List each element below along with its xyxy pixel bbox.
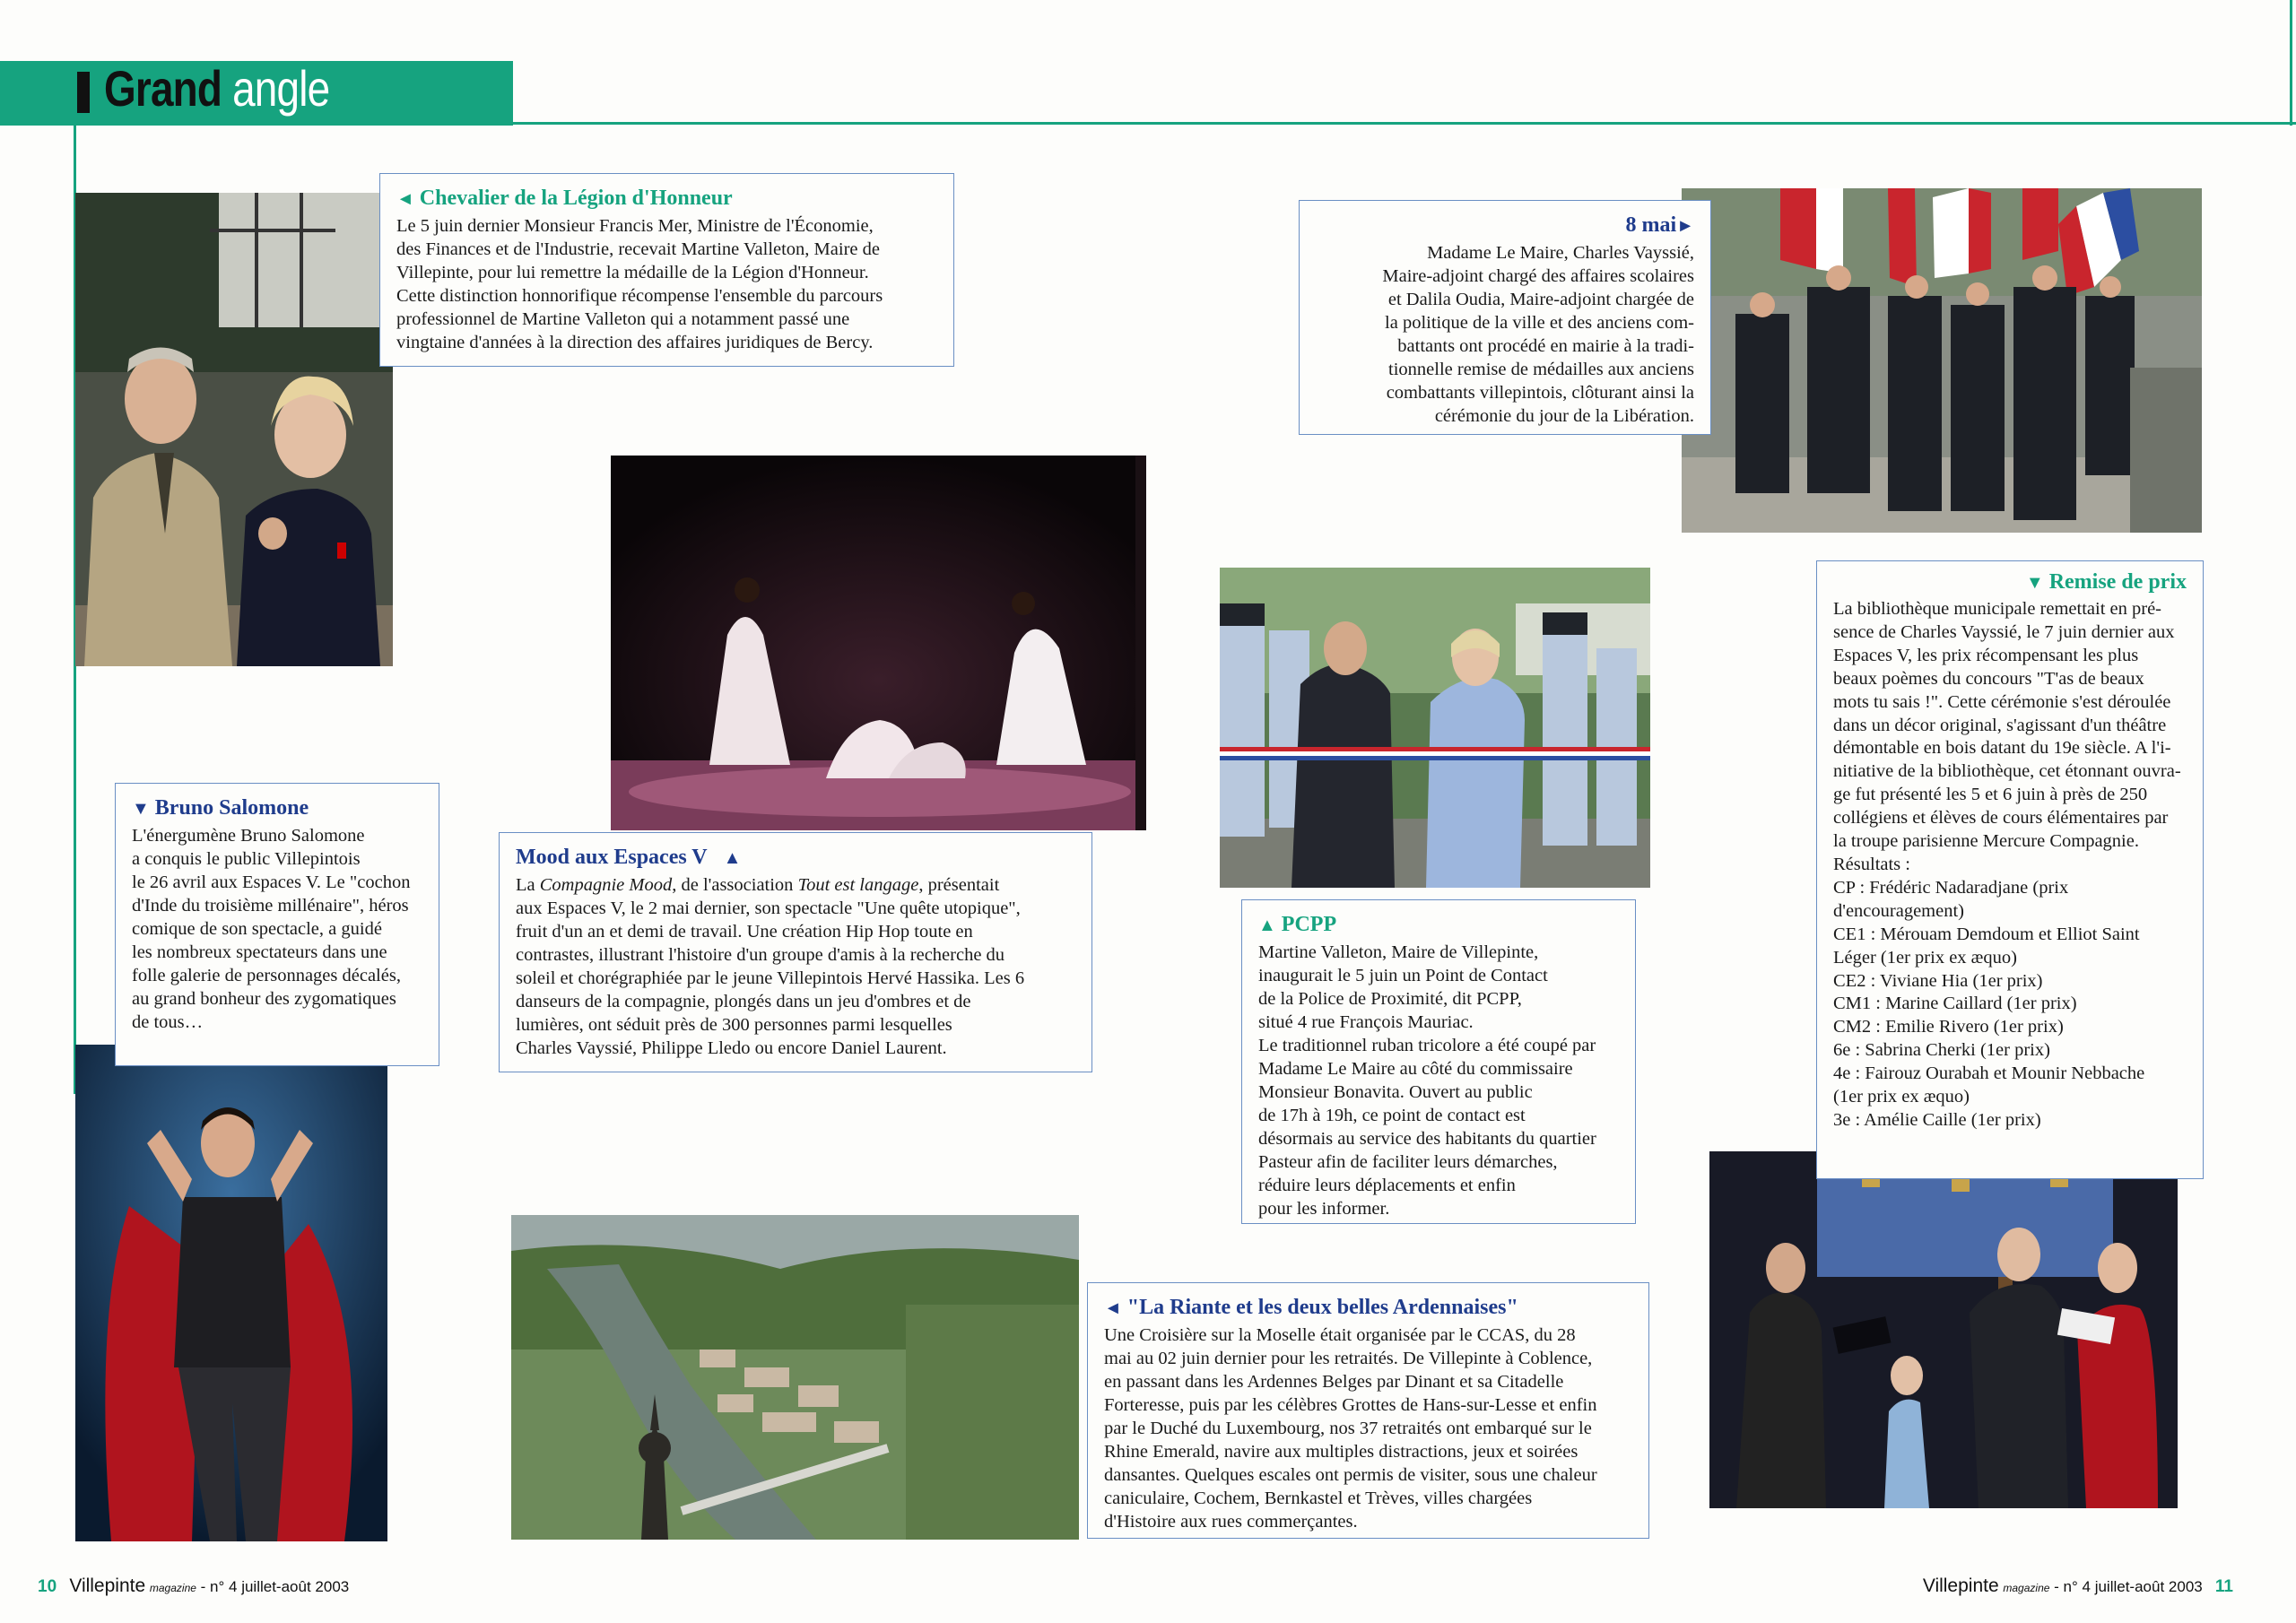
text-line: Rhine Emerald, navire aux multiples distractions, jeux et soirées bbox=[1104, 1442, 1578, 1462]
top-rule bbox=[513, 122, 2296, 125]
text-line: Monsieur Bonavita. Ouvert au public bbox=[1258, 1082, 1533, 1102]
section-title bbox=[104, 59, 329, 117]
text-line: combattants villepintois, clôturant ainsi la bbox=[1386, 383, 1694, 403]
text-run: , de l'association bbox=[672, 875, 798, 895]
section-title-light: angle bbox=[232, 60, 330, 117]
article-riante-ardennaises bbox=[1087, 1282, 1649, 1539]
footer-brand-right: Villepinte bbox=[1922, 1575, 1999, 1596]
article-body-8-mai bbox=[1316, 241, 1694, 428]
article-title-text: Mood aux Espaces V bbox=[516, 846, 708, 869]
text-line: (1er prix ex æquo) bbox=[1833, 1087, 1970, 1107]
text-line: et Dalila Oudia, Maire-adjoint chargée de bbox=[1387, 290, 1694, 309]
text-line: lumières, ont séduit près de 300 personnes parmi lesquelles bbox=[516, 1015, 952, 1035]
text-line: Espaces V, les prix récompensant les plus bbox=[1833, 645, 2139, 665]
text-line: d'Inde du troisième millénaire", héros bbox=[132, 896, 409, 916]
text-line: d'encouragement) bbox=[1833, 900, 1964, 921]
text-line: d'Histoire aux rues commerçantes. bbox=[1104, 1512, 1358, 1532]
section-title-bold: Grand bbox=[104, 60, 222, 117]
text-line: vingtaine d'années à la direction des affaires juridiques de Bercy. bbox=[396, 333, 874, 352]
footer-issue-right: - n° 4 juillet-août 2003 bbox=[2054, 1578, 2203, 1595]
text-line: dansantes. Quelques escales ont permis de visiter, sous une chaleur bbox=[1104, 1465, 1597, 1485]
article-title-riante bbox=[1104, 1296, 1632, 1320]
text-line: contrastes, illustrant l'histoire d'un groupe d'amis à la recherche du bbox=[516, 945, 1005, 965]
article-body-bruno bbox=[132, 824, 422, 1034]
footer-brand-left: Villepinte bbox=[69, 1575, 146, 1596]
article-title-text: "La Riante et les deux belles Ardennaises" bbox=[1126, 1296, 1518, 1319]
footer-issue-left: - n° 4 juillet-août 2003 bbox=[200, 1578, 350, 1595]
photo-ardennes-aerial bbox=[511, 1215, 1079, 1540]
text-line: Le 5 juin dernier Monsieur Francis Mer, Ministre de l'Économie, bbox=[396, 216, 874, 236]
photo-mood-dancers bbox=[611, 456, 1146, 830]
text-line: tionnelle remise de médailles aux anciens bbox=[1388, 360, 1694, 379]
page-number-right: 11 bbox=[2214, 1577, 2233, 1596]
text-line: mai au 02 juin dernier pour les retraités. De Villepinte à Coblence, bbox=[1104, 1349, 1593, 1368]
up-triangle-icon: ▲ bbox=[723, 848, 742, 868]
text-line: Maire-adjoint chargé des affaires scolaires bbox=[1382, 266, 1694, 286]
article-title-8-mai bbox=[1316, 213, 1694, 238]
text-line: en passant dans les Ardennes Belges par Dinant et sa Citadelle bbox=[1104, 1372, 1564, 1392]
article-8-mai bbox=[1299, 200, 1711, 435]
text-line: 4e : Fairouz Ourabah et Mounir Nebbache bbox=[1833, 1063, 2145, 1084]
header-accent-mark bbox=[77, 72, 90, 113]
text-line: Villepinte, pour lui remettre la médaille de la Légion d'Honneur. bbox=[396, 263, 869, 282]
photo-bruno-salomone bbox=[75, 1045, 387, 1541]
text-line: aux Espaces V, le 2 mai dernier, son spectacle "Une quête utopique", bbox=[516, 898, 1021, 918]
text-line: Le traditionnel ruban tricolore a été coupé par bbox=[1258, 1036, 1596, 1055]
article-title-text: Remise de prix bbox=[2048, 570, 2187, 594]
article-title-text: PCPP bbox=[1281, 913, 1337, 936]
text-line: sence de Charles Vayssié, le 7 juin dernier aux bbox=[1833, 621, 2175, 642]
text-line: Pasteur afin de faciliter leurs démarches, bbox=[1258, 1152, 1558, 1172]
text-run: , présentait bbox=[918, 875, 1000, 895]
text-line: nitiative de la bibliothèque, cet étonnant ouvra- bbox=[1833, 761, 2181, 782]
article-body-pcpp bbox=[1258, 941, 1619, 1220]
footer-left bbox=[38, 1575, 349, 1597]
text-line: Résultats : bbox=[1833, 854, 1910, 874]
text-line: Madame Le Maire au côté du commissaire bbox=[1258, 1059, 1573, 1079]
text-line: cérémonie du jour de la Libération. bbox=[1434, 406, 1694, 426]
article-bruno-salomone bbox=[115, 783, 439, 1066]
article-body-riante bbox=[1104, 1324, 1632, 1533]
right-triangle-icon: ► bbox=[1676, 216, 1694, 236]
page-number-left: 10 bbox=[38, 1577, 57, 1596]
text-line: Martine Valleton, Maire de Villepinte, bbox=[1258, 942, 1539, 962]
text-line: inaugurait le 5 juin un Point de Contact bbox=[1258, 966, 1548, 985]
text-line: par le Duché du Luxembourg, nos 37 retraités ont embarqué sur le bbox=[1104, 1419, 1592, 1438]
article-title-text: 8 mai bbox=[1625, 213, 1677, 237]
text-run: La bbox=[516, 875, 540, 895]
text-line: CE2 : Viviane Hia (1er prix) bbox=[1833, 970, 2043, 991]
article-title-mood bbox=[516, 846, 1075, 870]
article-title-bruno bbox=[132, 796, 422, 820]
photo-pcpp-ribbon bbox=[1220, 568, 1650, 888]
text-line: Léger (1er prix ex æquo) bbox=[1833, 947, 2017, 968]
text-line: démontable en bois datant du 19e siècle. A l'i- bbox=[1833, 738, 2171, 759]
article-title-pcpp bbox=[1258, 913, 1619, 937]
text-line: dans un décor original, s'agissant d'un théâtre bbox=[1833, 715, 2167, 735]
text-line: CE1 : Mérouam Demdoum et Elliot Saint bbox=[1833, 924, 2140, 944]
article-title-text: Chevalier de la Légion d'Honneur bbox=[419, 187, 733, 210]
text-line: pour les informer. bbox=[1258, 1199, 1390, 1219]
text-line: de tous… bbox=[132, 1012, 204, 1032]
article-body-chevalier bbox=[396, 214, 937, 354]
text-line: Cette distinction honnorifique récompense l'ensemble du parcours bbox=[396, 286, 883, 306]
text-line: collégiens et élèves de cours élémentaires par bbox=[1833, 808, 2169, 829]
text-line: des Finances et de l'Industrie, recevait Martine Valleton, Maire de bbox=[396, 239, 880, 259]
article-mood-espaces-v bbox=[499, 832, 1092, 1072]
photo-remise-de-prix bbox=[1709, 1151, 2178, 1508]
text-run-italic: Compagnie Mood bbox=[539, 875, 673, 895]
text-line: les nombreux spectateurs dans une bbox=[132, 942, 387, 962]
text-line: au grand bonheur des zygomatiques bbox=[132, 989, 396, 1009]
text-line: Madame Le Maire, Charles Vayssié, bbox=[1427, 243, 1694, 263]
text-line: situé 4 rue François Mauriac. bbox=[1258, 1012, 1474, 1032]
footer-mag-left: magazine bbox=[149, 1582, 196, 1594]
text-line: battants ont procédé en mairie à la tradi- bbox=[1397, 336, 1694, 356]
text-line: La bibliothèque municipale remettait en pré- bbox=[1833, 599, 2162, 619]
text-line: la troupe parisienne Mercure Compagnie. bbox=[1833, 831, 2139, 852]
text-line: Charles Vayssié, Philippe Lledo ou encore Daniel Laurent. bbox=[516, 1038, 947, 1058]
text-line: fruit d'un an et demi de travail. Une création Hip Hop toute en bbox=[516, 922, 973, 942]
down-triangle-icon: ▼ bbox=[132, 799, 150, 819]
text-line: ge fut présenté les 5 et 6 juin à près de 250 bbox=[1833, 785, 2148, 805]
article-title-chevalier bbox=[396, 187, 937, 211]
photo-legion-honneur bbox=[75, 193, 393, 666]
text-line: comique de son spectacle, a guidé bbox=[132, 919, 382, 939]
photo-8-mai-parade bbox=[1682, 188, 2202, 533]
text-line: CM2 : Emilie Rivero (1er prix) bbox=[1833, 1017, 2064, 1037]
left-triangle-icon: ◄ bbox=[1104, 1298, 1122, 1318]
text-line: beaux poèmes du concours "T'as de beaux bbox=[1833, 668, 2144, 689]
footer-right bbox=[1923, 1575, 2233, 1597]
text-line: caniculaire, Cochem, Bernkastel et Trèves, villes chargées bbox=[1104, 1488, 1533, 1508]
text-line: danseurs de la compagnie, plongés dans un jeu d'ombres et de bbox=[516, 992, 971, 1011]
text-line: a conquis le public Villepintois bbox=[132, 849, 361, 869]
text-line: CP : Frédéric Nadaradjane (prix bbox=[1833, 877, 2069, 898]
footer-mag-right: magazine bbox=[2003, 1582, 2050, 1594]
text-line: réduire leurs déplacements et enfin bbox=[1258, 1176, 1516, 1195]
text-line: mots tu sais !". Cette cérémonie s'est déroulée bbox=[1833, 691, 2171, 712]
text-line: de la Police de Proximité, dit PCPP, bbox=[1258, 989, 1522, 1009]
left-triangle-icon: ◄ bbox=[396, 189, 414, 209]
text-line: CM1 : Marine Caillard (1er prix) bbox=[1833, 994, 2077, 1014]
text-line: Forteresse, puis par les célèbres Grottes de Hans-sur-Lesse et enfin bbox=[1104, 1395, 1597, 1415]
article-title-remise bbox=[1833, 570, 2187, 595]
article-body-remise bbox=[1833, 598, 2187, 1133]
text-line: 3e : Amélie Caille (1er prix) bbox=[1833, 1109, 2041, 1130]
text-line: professionnel de Martine Valleton qui a notamment passé une bbox=[396, 309, 850, 329]
text-line: L'énergumène Bruno Salomone bbox=[132, 826, 365, 846]
up-triangle-icon: ▲ bbox=[1258, 916, 1276, 935]
article-pcpp bbox=[1241, 899, 1636, 1224]
text-line: folle galerie de personnages décalés, bbox=[132, 966, 401, 985]
article-chevalier-legion-honneur bbox=[379, 173, 954, 367]
text-line: de 17h à 19h, ce point de contact est bbox=[1258, 1106, 1526, 1125]
article-remise-de-prix bbox=[1816, 560, 2204, 1179]
text-line: le 26 avril aux Espaces V. Le "cochon bbox=[132, 872, 411, 892]
article-body-mood bbox=[516, 873, 1075, 1060]
right-edge-rule bbox=[2290, 0, 2292, 126]
text-line: désormais au service des habitants du quartier bbox=[1258, 1129, 1596, 1149]
text-run-italic: Tout est langage bbox=[797, 875, 919, 895]
article-title-text: Bruno Salomone bbox=[154, 796, 309, 820]
text-line: Une Croisière sur la Moselle était organisée par le CCAS, du 28 bbox=[1104, 1325, 1576, 1345]
text-line: la politique de la ville et des anciens com- bbox=[1385, 313, 1694, 333]
down-triangle-icon: ▼ bbox=[2025, 573, 2044, 593]
text-line: 6e : Sabrina Cherki (1er prix) bbox=[1833, 1040, 2050, 1061]
text-line: soleil et chorégraphiée par le jeune Villepintois Hervé Hassika. Les 6 bbox=[516, 968, 1025, 988]
